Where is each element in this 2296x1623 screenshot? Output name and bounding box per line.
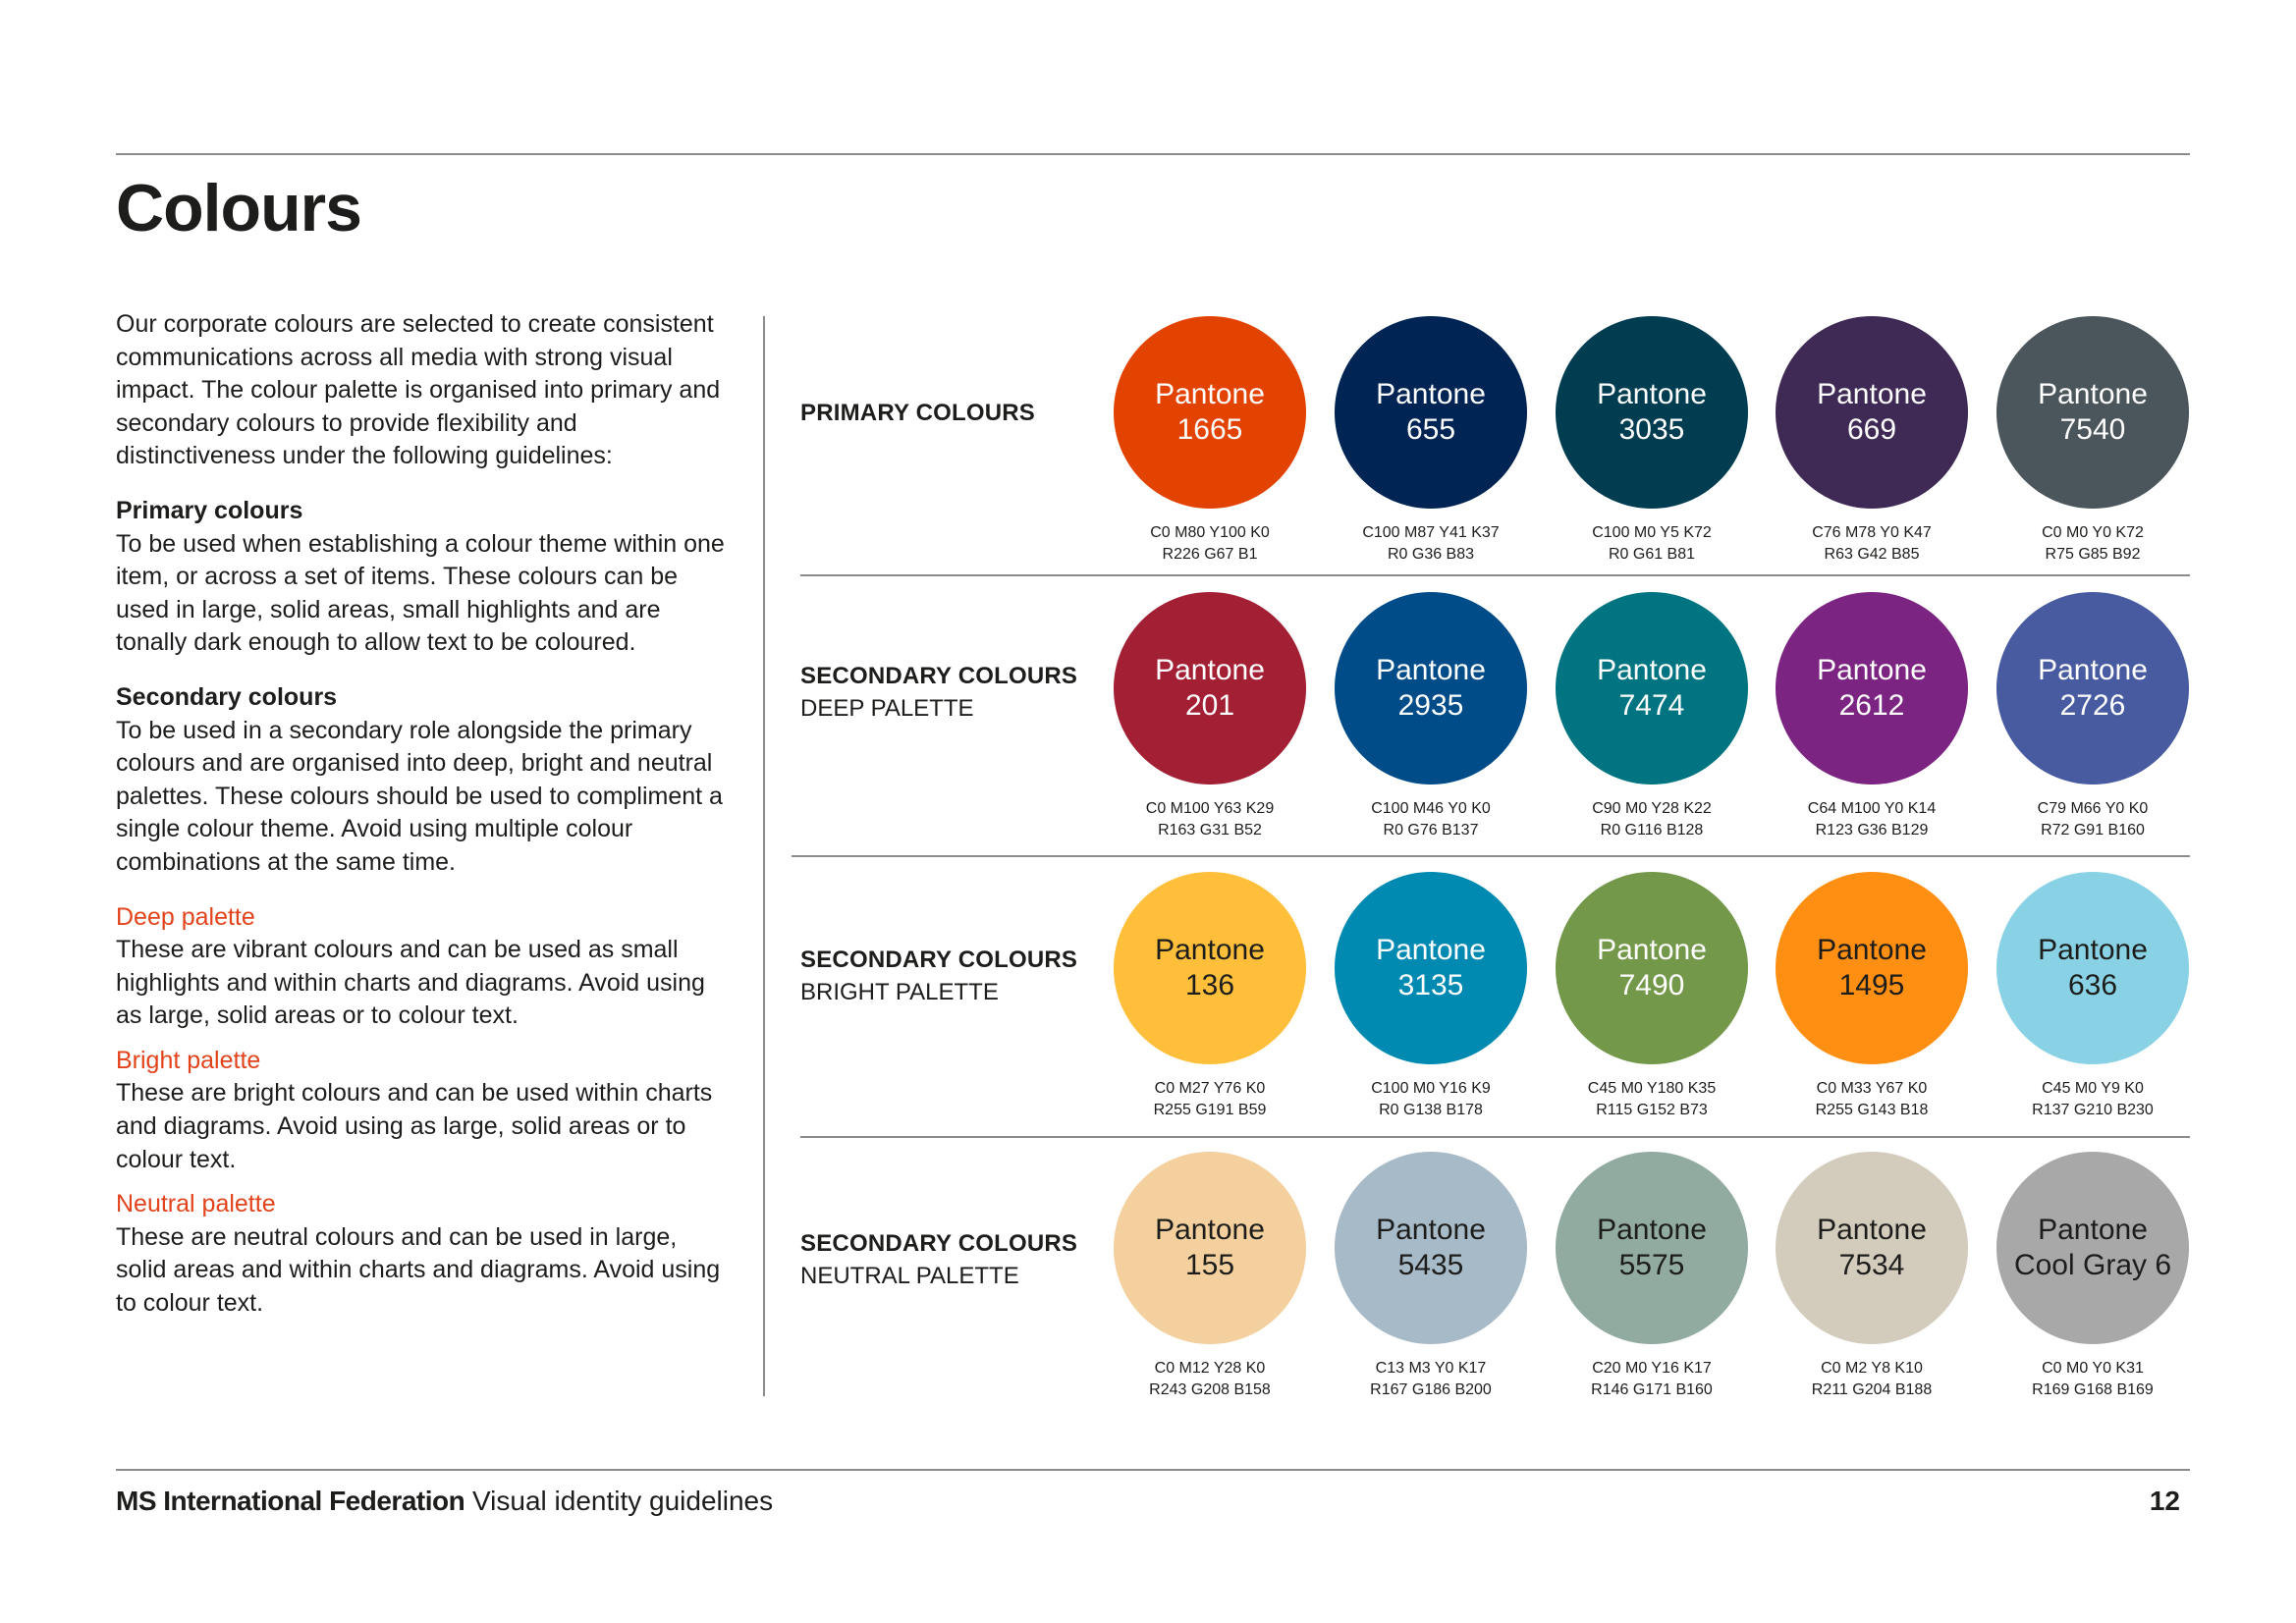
cmyk-value: C0 M0 Y0 K72 [2042, 524, 2144, 541]
colour-specs [1114, 1358, 1306, 1401]
colour-circle [1996, 872, 2189, 1064]
pantone-code: 155 [1184, 1249, 1235, 1281]
colour-circle [1556, 872, 1748, 1064]
colour-specs [1335, 522, 1527, 566]
cmyk-value: C100 M46 Y0 K0 [1371, 800, 1491, 817]
colour-circle [1556, 316, 1748, 509]
neutral-palette-text: These are neutral colours and can be used in large, solid areas and within charts and diagrams. Avoid using to colour text. [116, 1222, 721, 1318]
row-label-primary [800, 397, 1035, 429]
colour-swatch [1335, 316, 1527, 563]
row-label-sub: BRIGHT PALETTE [800, 979, 999, 1005]
pantone-label: Pantone [1376, 1214, 1486, 1246]
colour-specs [1114, 522, 1306, 566]
colour-circle [1776, 872, 1968, 1064]
secondary-colours-block [116, 681, 725, 880]
cmyk-value: C0 M0 Y0 K31 [2042, 1360, 2144, 1377]
colour-specs [1996, 1078, 2189, 1121]
intro-paragraph: Our corporate colours are selected to create consistent communications across all media with strong visual impact. The colour palette is organised into primary and secondary colours to provide flexibility and distinctiveness under the following guidelines: [116, 310, 721, 470]
pantone-label: Pantone [1376, 934, 1486, 966]
bright-palette-heading: Bright palette [116, 1046, 261, 1074]
neutral-palette-heading: Neutral palette [116, 1190, 276, 1218]
row-label-neutral [800, 1227, 1077, 1292]
pantone-code: 7540 [2059, 413, 2126, 446]
pantone-code: 7534 [1838, 1249, 1905, 1281]
pantone-label: Pantone [1376, 378, 1486, 410]
pantone-code: 1495 [1838, 969, 1905, 1001]
bright-palette-block [116, 1045, 725, 1176]
colour-specs [1996, 522, 2189, 566]
secondary-colours-text: To be used in a secondary role alongside the primary colours and are organised into deep, bright and neutral palettes. These colours should be used to compliment a single colour theme. Avoid using multiple colour combinations at the same time. [116, 716, 723, 876]
row-label-bold: SECONDARY COLOURS [800, 1230, 1078, 1257]
colour-specs [1776, 522, 1968, 566]
colour-swatch [1996, 316, 2189, 563]
pantone-label: Pantone [1155, 934, 1265, 966]
colour-swatch [1776, 316, 1968, 563]
rgb-value: R75 G85 B92 [2045, 546, 2141, 563]
pantone-label: Pantone [2038, 1214, 2148, 1246]
rgb-value: R211 G204 B188 [1811, 1381, 1933, 1398]
pantone-code: 5575 [1618, 1249, 1685, 1281]
cmyk-value: C64 M100 Y0 K14 [1807, 800, 1937, 817]
colour-specs [1335, 1078, 1527, 1121]
top-rule [116, 153, 2190, 155]
pantone-code: 2935 [1397, 689, 1464, 722]
rgb-value: R243 G208 B158 [1149, 1381, 1271, 1398]
colour-swatch [1556, 316, 1748, 563]
row-label-deep [800, 660, 1077, 725]
pantone-label: Pantone [1155, 378, 1265, 410]
pantone-code: 201 [1184, 689, 1235, 722]
colour-circle [1776, 316, 1968, 509]
cmyk-value: C100 M0 Y16 K9 [1371, 1080, 1491, 1097]
intro-column [116, 308, 725, 1342]
pantone-code: 2726 [2059, 689, 2126, 722]
row-label-bold: PRIMARY COLOURS [800, 400, 1036, 426]
rgb-value: R255 G191 B59 [1153, 1102, 1267, 1118]
colour-circle [1335, 316, 1527, 509]
colour-circle [1114, 1152, 1306, 1344]
cmyk-value: C0 M100 Y63 K29 [1145, 800, 1275, 817]
primary-colours-heading: Primary colours [116, 496, 303, 524]
colour-circle [1996, 316, 2189, 509]
cmyk-value: C0 M12 Y28 K0 [1154, 1360, 1266, 1377]
rgb-value: R0 G138 B178 [1379, 1102, 1483, 1118]
pantone-label: Pantone [1817, 654, 1927, 686]
colour-circle [1335, 592, 1527, 784]
colour-circle [1114, 592, 1306, 784]
pantone-code: 655 [1405, 413, 1456, 446]
pantone-label: Pantone [1817, 934, 1927, 966]
colour-specs [1556, 1078, 1748, 1121]
primary-colours-text: To be used when establishing a colour theme within one item, or across a set of items. These colours can be used in large, solid areas, small highlights and are tonally dark enough to allow text to be coloured. [116, 529, 725, 657]
rgb-value: R0 G61 B81 [1608, 546, 1696, 563]
pantone-label: Pantone [1597, 934, 1707, 966]
row-divider [800, 574, 2190, 576]
colour-swatch [1996, 1152, 2189, 1398]
rgb-value: R63 G42 B85 [1824, 546, 1920, 563]
page-number: 12 [2149, 1486, 2180, 1516]
colour-specs [1776, 1078, 1968, 1121]
colour-specs [1996, 1358, 2189, 1401]
cmyk-value: C0 M80 Y100 K0 [1150, 524, 1270, 541]
colour-swatch [1776, 592, 1968, 839]
row-label-sub: DEEP PALETTE [800, 695, 974, 722]
deep-palette-text: These are vibrant colours and can be used as small highlights and within charts and diagrams. Avoid using as large, solid areas or to colour text. [116, 936, 705, 1030]
pantone-label: Pantone [1597, 1214, 1707, 1246]
rgb-value: R167 G186 B200 [1370, 1381, 1492, 1398]
colour-swatch [1335, 1152, 1527, 1398]
cmyk-value: C13 M3 Y0 K17 [1375, 1360, 1487, 1377]
colour-swatch [1556, 592, 1748, 839]
colour-specs [1776, 1358, 1968, 1401]
rgb-value: R137 G210 B230 [2032, 1102, 2154, 1118]
pantone-code: 1665 [1176, 413, 1243, 446]
colour-swatch [1556, 1152, 1748, 1398]
pantone-code: 669 [1846, 413, 1897, 446]
footer-doc-title: Visual identity guidelines [471, 1486, 774, 1516]
row-divider [792, 855, 2190, 857]
colour-circle [1996, 1152, 2189, 1344]
colour-specs [1996, 798, 2189, 841]
colour-specs [1776, 798, 1968, 841]
cmyk-value: C79 M66 Y0 K0 [2037, 800, 2149, 817]
rgb-value: R72 G91 B160 [2041, 822, 2145, 839]
pantone-label: Pantone [1376, 654, 1486, 686]
pantone-label: Pantone [1817, 378, 1927, 410]
colour-swatch [1114, 316, 1306, 563]
secondary-colours-heading: Secondary colours [116, 682, 338, 711]
cmyk-value: C100 M0 Y5 K72 [1592, 524, 1712, 541]
rgb-value: R226 G67 B1 [1162, 546, 1258, 563]
rgb-value: R115 G152 B73 [1596, 1102, 1708, 1118]
row-label-bold: SECONDARY COLOURS [800, 663, 1078, 689]
colour-circle [1776, 1152, 1968, 1344]
cmyk-value: C20 M0 Y16 K17 [1592, 1360, 1712, 1377]
colour-swatch [1556, 872, 1748, 1118]
colour-circle [1114, 316, 1306, 509]
row-label-bold: SECONDARY COLOURS [800, 947, 1078, 973]
colour-swatch [1114, 592, 1306, 839]
cmyk-value: C45 M0 Y9 K0 [2042, 1080, 2144, 1097]
cmyk-value: C0 M27 Y76 K0 [1154, 1080, 1266, 1097]
pantone-label: Pantone [1597, 654, 1707, 686]
rgb-value: R255 G143 B18 [1815, 1102, 1929, 1118]
cmyk-value: C76 M78 Y0 K47 [1812, 524, 1932, 541]
footer-org: MS International Federation [116, 1486, 465, 1516]
rgb-value: R146 G171 B160 [1591, 1381, 1713, 1398]
footer [116, 1486, 773, 1517]
colour-swatch [1776, 872, 1968, 1118]
page-title: Colours [116, 171, 361, 245]
colour-swatch [1114, 1152, 1306, 1398]
colour-swatch [1776, 1152, 1968, 1398]
pantone-code: 7474 [1618, 689, 1685, 722]
row-label-bright [800, 944, 1077, 1008]
colour-specs [1556, 522, 1748, 566]
column-divider [763, 316, 765, 1396]
row-divider [800, 1136, 2190, 1138]
colour-swatch [1996, 592, 2189, 839]
pantone-label: Pantone [1155, 1214, 1265, 1246]
pantone-code: 136 [1184, 969, 1235, 1001]
colour-swatch [1335, 872, 1527, 1118]
pantone-label: Pantone [1155, 654, 1265, 686]
deep-palette-block [116, 901, 725, 1033]
colour-swatch [1114, 872, 1306, 1118]
colour-circle [1114, 872, 1306, 1064]
pantone-label: Pantone [2038, 378, 2148, 410]
colour-circle [1776, 592, 1968, 784]
pantone-code: 3035 [1618, 413, 1685, 446]
bottom-rule [116, 1469, 2190, 1471]
pantone-code: 2612 [1838, 689, 1905, 722]
rgb-value: R163 G31 B52 [1158, 822, 1262, 839]
pantone-code: 5435 [1397, 1249, 1464, 1281]
primary-colours-block [116, 495, 725, 660]
pantone-code: 7490 [1618, 969, 1685, 1001]
rgb-value: R123 G36 B129 [1815, 822, 1929, 839]
colour-swatch [1335, 592, 1527, 839]
colour-specs [1335, 798, 1527, 841]
rgb-value: R0 G76 B137 [1383, 822, 1479, 839]
colour-specs [1335, 1358, 1527, 1401]
cmyk-value: C45 M0 Y180 K35 [1587, 1080, 1717, 1097]
pantone-label: Pantone [1597, 378, 1707, 410]
colour-circle [1335, 1152, 1527, 1344]
rgb-value: R169 G168 B169 [2032, 1381, 2154, 1398]
pantone-code: 3135 [1397, 969, 1464, 1001]
rgb-value: R0 G116 B128 [1600, 822, 1704, 839]
bright-palette-text: These are bright colours and can be used within charts and diagrams. Avoid using as large, solid areas or to colour text. [116, 1079, 713, 1173]
colour-circle [1556, 1152, 1748, 1344]
neutral-palette-block [116, 1188, 725, 1320]
colour-circle [1335, 872, 1527, 1064]
pantone-label: Pantone [2038, 934, 2148, 966]
colour-circle [1996, 592, 2189, 784]
colour-specs [1556, 1358, 1748, 1401]
cmyk-value: C0 M33 Y67 K0 [1816, 1080, 1928, 1097]
pantone-label: Pantone [2038, 654, 2148, 686]
pantone-code: Cool Gray 6 [2013, 1249, 2172, 1281]
deep-palette-heading: Deep palette [116, 902, 255, 931]
pantone-code: 636 [2067, 969, 2118, 1001]
rgb-value: R0 G36 B83 [1387, 546, 1475, 563]
colour-swatch [1996, 872, 2189, 1118]
cmyk-value: C100 M87 Y41 K37 [1362, 524, 1500, 541]
cmyk-value: C0 M2 Y8 K10 [1821, 1360, 1923, 1377]
row-label-sub: NEUTRAL PALETTE [800, 1263, 1019, 1289]
cmyk-value: C90 M0 Y28 K22 [1592, 800, 1712, 817]
pantone-label: Pantone [1817, 1214, 1927, 1246]
colour-specs [1114, 1078, 1306, 1121]
colour-specs [1556, 798, 1748, 841]
colour-circle [1556, 592, 1748, 784]
colour-specs [1114, 798, 1306, 841]
